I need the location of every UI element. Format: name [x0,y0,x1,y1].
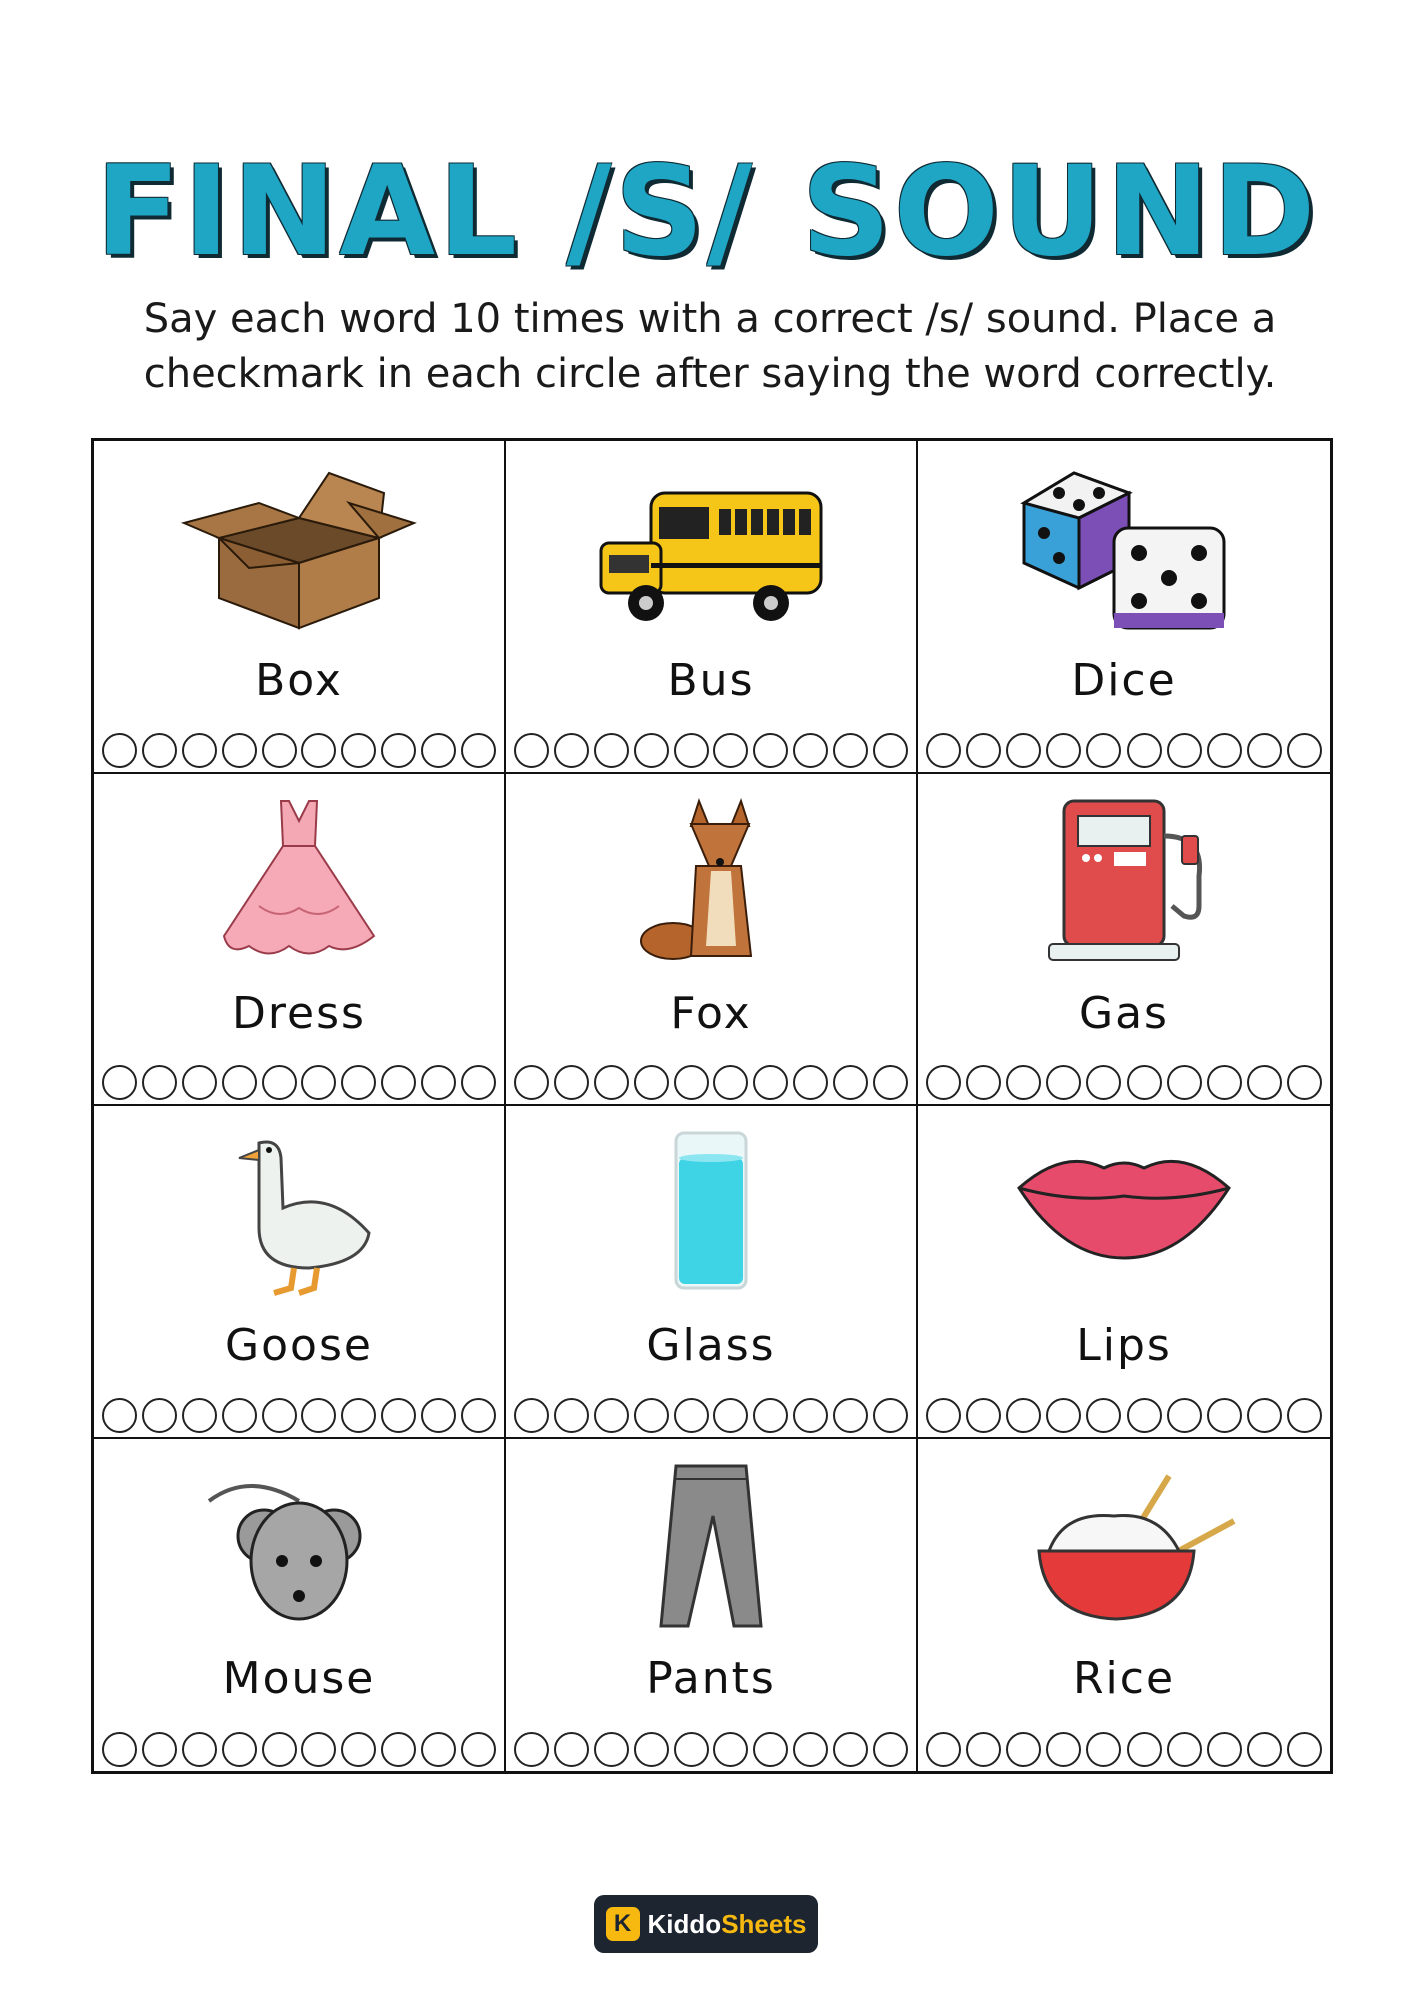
checkmark-circle[interactable] [554,733,589,768]
word-card-dress [94,774,506,1107]
checkmark-circle[interactable] [713,1065,748,1100]
checkmark-circle[interactable] [713,1398,748,1433]
checkmark-circle[interactable] [594,1732,629,1767]
checkmark-circle[interactable] [873,1065,908,1100]
word-label: Box [255,655,343,706]
checkmark-circle[interactable] [594,1065,629,1100]
checkmark-circle[interactable] [1167,1398,1202,1433]
checkmark-circle[interactable] [102,733,137,768]
checkmark-circle[interactable] [1207,733,1242,768]
cardboard-box-icon [179,463,419,633]
checkmark-circle[interactable] [514,733,549,768]
checkmark-circle[interactable] [1127,733,1162,768]
checkmark-circle[interactable] [833,733,868,768]
checkmark-circle[interactable] [1247,1398,1282,1433]
checkmark-circle[interactable] [222,1398,257,1433]
checkmark-circle[interactable] [142,1732,177,1767]
checkmark-circle[interactable] [753,733,788,768]
word-card-pants [506,1439,918,1772]
checkmark-circle[interactable] [1287,1065,1322,1100]
checkmark-circle[interactable] [182,733,217,768]
checkmark-circle[interactable] [421,1065,456,1100]
checkmark-circle[interactable] [594,1398,629,1433]
word-label: Rice [1072,1652,1176,1704]
logo-name-part1: Kiddo [647,1908,722,1939]
checkmark-circles [926,1065,1322,1100]
checkmark-circle[interactable] [222,1732,257,1767]
checkmark-circle[interactable] [873,1398,908,1433]
checkmark-circle[interactable] [514,1065,549,1100]
lips-icon [1004,1128,1244,1298]
goose-icon [179,1128,419,1298]
checkmark-circle[interactable] [381,733,416,768]
glass-of-water-icon [591,1128,831,1298]
checkmark-circles [102,1065,496,1100]
gas-pump-icon [1004,796,1244,966]
dice-icon [1004,463,1244,633]
checkmark-circle[interactable] [926,1732,961,1767]
checkmark-circle[interactable] [102,1065,137,1100]
checkmark-circle[interactable] [1006,1732,1041,1767]
checkmark-circle[interactable] [182,1398,217,1433]
checkmark-circle[interactable] [381,1398,416,1433]
checkmark-circle[interactable] [753,1398,788,1433]
checkmark-circle[interactable] [1086,733,1121,768]
checkmark-circle[interactable] [674,1065,709,1100]
word-card-rice [918,1439,1330,1772]
word-label: Gas [1079,987,1169,1039]
checkmark-circle[interactable] [554,1398,589,1433]
checkmark-circle[interactable] [674,1398,709,1433]
checkmark-circle[interactable] [1207,1398,1242,1433]
checkmark-circle[interactable] [301,733,336,768]
checkmark-circle[interactable] [1046,1065,1081,1100]
word-card-lips [918,1106,1330,1439]
checkmark-circle[interactable] [966,1065,1001,1100]
checkmark-circle[interactable] [341,1065,376,1100]
pants-icon [591,1461,831,1631]
word-label: Pants [646,1652,776,1704]
word-card-glass [506,1106,918,1439]
checkmark-circle[interactable] [753,1732,788,1767]
word-card-dice [918,441,1330,774]
checkmark-circle[interactable] [1247,733,1282,768]
checkmark-circle[interactable] [1006,733,1041,768]
word-label: Dice [1071,655,1177,706]
checkmark-circle[interactable] [1046,1398,1081,1433]
word-label: Bus [667,655,755,706]
checkmark-circle[interactable] [926,1398,961,1433]
checkmark-circle[interactable] [594,733,629,768]
checkmark-circle[interactable] [381,1065,416,1100]
checkmark-circle[interactable] [833,1398,868,1433]
checkmark-circle[interactable] [142,1398,177,1433]
checkmark-circle[interactable] [1167,1732,1202,1767]
checkmark-circle[interactable] [1127,1065,1162,1100]
checkmark-circle[interactable] [1046,1732,1081,1767]
instructions [110,292,1310,402]
checkmark-circles [102,733,496,768]
checkmark-circle[interactable] [381,1732,416,1767]
checkmark-circle[interactable] [461,1732,496,1767]
checkmark-circle[interactable] [1287,1398,1322,1433]
checkmark-circle[interactable] [461,1398,496,1433]
checkmark-circle[interactable] [1086,1398,1121,1433]
school-bus-icon [591,463,831,633]
fox-icon [591,796,831,966]
rice-bowl-icon [1004,1461,1244,1631]
checkmark-circle[interactable] [634,1732,669,1767]
checkmark-circle[interactable] [873,733,908,768]
checkmark-circle[interactable] [461,1065,496,1100]
checkmark-circle[interactable] [926,733,961,768]
checkmark-circle[interactable] [262,1398,297,1433]
checkmark-circle[interactable] [966,1732,1001,1767]
checkmark-circle[interactable] [1167,733,1202,768]
checkmark-circle[interactable] [1287,1732,1322,1767]
checkmark-circle[interactable] [262,1732,297,1767]
checkmark-circle[interactable] [674,733,709,768]
checkmark-circle[interactable] [554,1065,589,1100]
checkmark-circle[interactable] [966,1398,1001,1433]
checkmark-circles [514,1398,908,1433]
checkmark-circle[interactable] [1127,1732,1162,1767]
checkmark-circle[interactable] [514,1732,549,1767]
word-card-fox [506,774,918,1107]
word-label: Lips [1076,1320,1172,1371]
checkmark-circle[interactable] [341,1732,376,1767]
checkmark-circle[interactable] [1287,733,1322,768]
instructions-line-2: checkmark in each circle after saying the word correctly. [143,351,1277,397]
checkmark-circle[interactable] [1127,1398,1162,1433]
checkmark-circle[interactable] [421,733,456,768]
checkmark-circle[interactable] [514,1398,549,1433]
kiddosheets-logo [594,1895,818,1953]
checkmark-circle[interactable] [421,1732,456,1767]
checkmark-circles [926,733,1322,768]
checkmark-circle[interactable] [634,1065,669,1100]
checkmark-circle[interactable] [873,1732,908,1767]
checkmark-circles [102,1398,496,1433]
checkmark-circle[interactable] [222,1065,257,1100]
checkmark-circle[interactable] [713,1732,748,1767]
instructions-line-1: Say each word 10 times with a correct /s/ sound. Place a [143,296,1277,342]
checkmark-circle[interactable] [1006,1065,1041,1100]
checkmark-circle[interactable] [182,1732,217,1767]
checkmark-circle[interactable] [102,1398,137,1433]
checkmark-circle[interactable] [833,1732,868,1767]
checkmark-circle[interactable] [1006,1398,1041,1433]
checkmark-circle[interactable] [1086,1065,1121,1100]
checkmark-circle[interactable] [1207,1065,1242,1100]
checkmark-circle[interactable] [421,1398,456,1433]
word-label: Glass [646,1320,776,1371]
checkmark-circle[interactable] [674,1732,709,1767]
checkmark-circle[interactable] [753,1065,788,1100]
checkmark-circle[interactable] [966,733,1001,768]
checkmark-circle[interactable] [142,1065,177,1100]
word-label: Fox [670,987,752,1039]
word-grid [91,438,1333,1774]
word-card-goose [94,1106,506,1439]
checkmark-circle[interactable] [1247,1065,1282,1100]
checkmark-circle[interactable] [793,1398,828,1433]
logo-badge: K [606,1907,640,1941]
checkmark-circle[interactable] [634,733,669,768]
checkmark-circles [102,1732,496,1767]
checkmark-circle[interactable] [262,733,297,768]
checkmark-circle[interactable] [793,733,828,768]
checkmark-circle[interactable] [142,733,177,768]
mouse-icon [179,1461,419,1631]
word-card-bus [506,441,918,774]
logo-text [648,1909,807,1940]
checkmark-circles [514,1732,908,1767]
word-label: Mouse [222,1652,376,1704]
checkmark-circle[interactable] [341,733,376,768]
checkmark-circle[interactable] [554,1732,589,1767]
checkmark-circle[interactable] [1086,1732,1121,1767]
checkmark-circle[interactable] [793,1732,828,1767]
checkmark-circle[interactable] [341,1398,376,1433]
word-label: Goose [225,1320,373,1371]
dress-icon [179,796,419,966]
worksheet-title: FINAL /S/ SOUND [95,140,1319,284]
checkmark-circle[interactable] [301,1398,336,1433]
checkmark-circles [514,733,908,768]
checkmark-circle[interactable] [301,1065,336,1100]
checkmark-circle[interactable] [1247,1732,1282,1767]
checkmark-circle[interactable] [926,1065,961,1100]
checkmark-circles [514,1065,908,1100]
checkmark-circle[interactable] [461,733,496,768]
word-card-mouse [94,1439,506,1772]
checkmark-circle[interactable] [301,1732,336,1767]
logo-name-part2: Sheets [721,1908,807,1939]
checkmark-circle[interactable] [262,1065,297,1100]
checkmark-circle[interactable] [634,1398,669,1433]
checkmark-circle[interactable] [102,1732,137,1767]
checkmark-circles [926,1398,1322,1433]
checkmark-circle[interactable] [182,1065,217,1100]
checkmark-circle[interactable] [833,1065,868,1100]
checkmark-circle[interactable] [1167,1065,1202,1100]
checkmark-circle[interactable] [713,733,748,768]
word-label: Dress [232,987,366,1039]
checkmark-circles [926,1732,1322,1767]
checkmark-circle[interactable] [222,733,257,768]
checkmark-circle[interactable] [1207,1732,1242,1767]
word-card-gas [918,774,1330,1107]
checkmark-circle[interactable] [793,1065,828,1100]
checkmark-circle[interactable] [1046,733,1081,768]
word-card-box [94,441,506,774]
